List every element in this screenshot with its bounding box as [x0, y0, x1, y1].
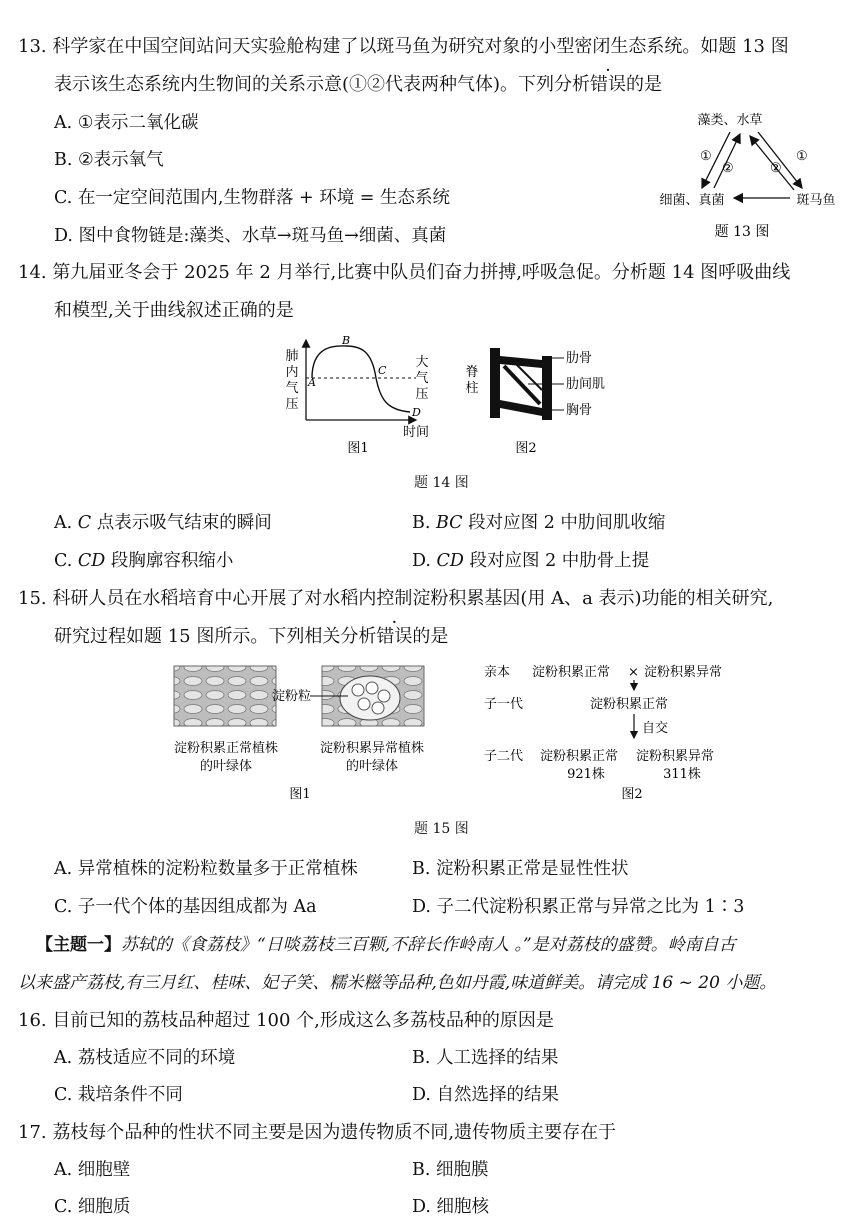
q17-option-a: A. 细胞壁 [54, 1160, 131, 1180]
q14-point-b: B [342, 334, 351, 347]
q14-stem-line2: 和模型,关于曲线叙述正确的是 [54, 300, 294, 321]
q14-option-d: D. CD 段对应图 2 中肋骨上提 [412, 551, 650, 571]
q15-emphasis: 错误 [376, 626, 413, 647]
q14-ylabel-2: 内 [285, 365, 299, 380]
q16-option-a: A. 荔枝适应不同的环境 [54, 1048, 236, 1068]
q13-caption: 题 13 图 [714, 224, 770, 240]
q14-figure-1 [276, 334, 456, 459]
q15-f2-abnormal: 淀粉积累异常 [636, 749, 715, 764]
q15-normal-label-1: 淀粉积累正常植株 [173, 741, 279, 756]
q16-option-d: D. 自然选择的结果 [412, 1085, 560, 1105]
q15-f1-label: 子一代 [484, 697, 524, 712]
q17-option-d: D. 细胞核 [412, 1197, 490, 1217]
q13-stem-line1: 13. 科学家在中国空间站问天实验舱构建了以斑马鱼为研究对象的小型密闭生态系统。如题 13 图 [18, 36, 789, 57]
q14-ylabel-4: 压 [285, 397, 299, 412]
q15-abnormal-label-2: 的叶绿体 [345, 759, 399, 774]
q14-ylabel-1: 肺 [285, 349, 299, 364]
q14-curve [276, 334, 456, 459]
q13-label-1-left: ① [700, 149, 712, 164]
q14-atm-3: 压 [415, 387, 429, 402]
q15-option-c: C. 子一代个体的基因组成都为 Aa [54, 897, 317, 917]
q13-node-bacteria: 细菌、真菌 [659, 193, 725, 208]
q16-option-b: B. 人工选择的结果 [412, 1048, 559, 1068]
q14-option-c: C. CD 段胸廓容积缩小 [54, 551, 234, 571]
q14-sternum-label: 胸骨 [566, 403, 593, 418]
q15-parent-normal: 淀粉积累正常 [532, 665, 611, 680]
q14-caption: 题 14 图 [414, 475, 469, 491]
q15-abnormal-label-1: 淀粉积累异常植株 [319, 741, 425, 756]
q14-option-a: A. C 点表示吸气结束的瞬间 [54, 513, 272, 533]
q13-label-1-right: ① [796, 149, 808, 164]
q15-normal-image [174, 666, 276, 726]
q15-fig2-caption: 图2 [621, 787, 643, 802]
q13-node-zebrafish: 斑马鱼 [796, 193, 836, 208]
q14-spine-2: 柱 [465, 381, 479, 396]
q13-label-2-right: ② [770, 161, 782, 176]
q14-rib-model [462, 334, 632, 459]
q17-option-c: C. 细胞质 [54, 1197, 131, 1217]
q14-muscle-1 [504, 366, 540, 404]
q14-fig2-caption: 图2 [515, 441, 537, 456]
q14-point-d: D [412, 406, 421, 419]
q14-spine-bar [490, 348, 500, 418]
q15-f2-abnormal-count: 311株 [663, 767, 701, 782]
q16-option-c: C. 栽培条件不同 [54, 1085, 183, 1105]
q13-label-2-left: ② [722, 161, 734, 176]
q13-option-b: B. ②表示氧气 [54, 150, 164, 170]
q14-pressure-curve [312, 346, 410, 412]
q14-option-b: B. BC 段对应图 2 中肋间肌收缩 [412, 513, 666, 533]
q17-stem: 17. 荔枝每个品种的性状不同主要是因为遗传物质不同,遗传物质主要存在于 [18, 1122, 617, 1143]
q14-atm-2: 气 [415, 371, 429, 386]
q13-diagram [650, 108, 850, 248]
q13-emphasis: 错误 [590, 74, 627, 95]
q15-cross-diagram [476, 660, 756, 805]
theme-line2: 以来盛产荔枝,有三月红、桂味、妃子笑、糯米糍等品种,色如丹霞,味道鲜美。请完成 16 ~ 20 小题。 [18, 973, 777, 993]
q15-figure-2 [476, 660, 756, 805]
q15-option-a: A. 异常植株的淀粉粒数量多于正常植株 [54, 859, 358, 879]
q13-node-algae: 藻类、水草 [697, 113, 763, 128]
q14-stem-line1: 14. 第九届亚冬会于 2025 年 2 月举行,比赛中队员们奋力拼搏,呼吸急促。分析题 14 图呼吸曲线 [18, 262, 791, 283]
q14-spine-1: 脊 [465, 365, 479, 380]
q15-f2-label: 子二代 [484, 749, 524, 764]
q13-figure [650, 108, 850, 248]
q14-fig1-caption: 图1 [347, 441, 369, 456]
q15-option-b: B. 淀粉积累正常是显性性状 [412, 859, 629, 879]
q14-xlabel: 时间 [402, 425, 430, 440]
q15-granule-label: 淀粉粒 [272, 689, 312, 704]
q15-option-d: D. 子二代淀粉积累正常与异常之比为 1∶3 [412, 897, 745, 917]
theme-tag: 【主题一】 [36, 935, 121, 955]
q15-normal-label-2: 的叶绿体 [199, 759, 253, 774]
q14-sternum-bar [542, 356, 552, 420]
q17-option-b: B. 细胞膜 [412, 1160, 489, 1180]
q16-stem: 16. 目前已知的荔枝品种超过 100 个,形成这么多荔枝品种的原因是 [18, 1010, 554, 1031]
q15-stem-line1: 15. 科研人员在水稻培育中心开展了对水稻内控制淀粉积累基因(用 A、a 表示)功能的相关研究, [18, 588, 774, 609]
q15-chloroplast-images [160, 660, 450, 805]
q13-stem-line2: 表示该生态系统内生物间的关系示意(①②代表两种气体)。下列分析错误的是 [54, 74, 663, 95]
q15-parent-label: 亲本 [484, 665, 511, 680]
q15-fig1-caption: 图1 [289, 787, 311, 802]
q13-option-c: C. 在一定空间范围内,生物群落 + 环境 = 生态系统 [54, 188, 451, 208]
q15-caption: 题 15 图 [414, 821, 469, 837]
q15-f1-trait: 淀粉积累正常 [590, 697, 669, 712]
q13-option-d: D. 图中食物链是:藻类、水草→斑马鱼→细菌、真菌 [54, 226, 447, 246]
q14-atm-1: 大 [415, 355, 429, 370]
q15-f2-normal: 淀粉积累正常 [540, 749, 619, 764]
q14-rib-lower [500, 400, 542, 416]
q14-muscle-2 [516, 364, 542, 390]
q14-point-c: C [378, 364, 387, 377]
q14-rib-label: 肋骨 [566, 351, 593, 366]
q15-self-label: 自交 [642, 721, 669, 736]
theme-line1: 【主题一】苏轼的《食荔枝》“日啖荔枝三百颗,不辞长作岭南人 。”是对荔枝的盛赞。岭南自古 [36, 935, 736, 955]
q14-muscle-label: 肋间肌 [566, 377, 606, 392]
q15-f2-normal-count: 921株 [567, 767, 605, 782]
q14-point-a: A [308, 376, 316, 389]
q15-figure-1 [160, 660, 450, 805]
q15-parent-abnormal: 淀粉积累异常 [644, 665, 723, 680]
q14-ylabel-3: 气 [285, 381, 299, 396]
q13-option-a: A. ①表示二氧化碳 [54, 113, 199, 133]
q15-cross-sign: × [628, 665, 639, 680]
q15-stem-line2: 研究过程如题 15 图所示。下列相关分析错误的是 [54, 626, 449, 647]
q14-figure-2 [462, 334, 632, 459]
